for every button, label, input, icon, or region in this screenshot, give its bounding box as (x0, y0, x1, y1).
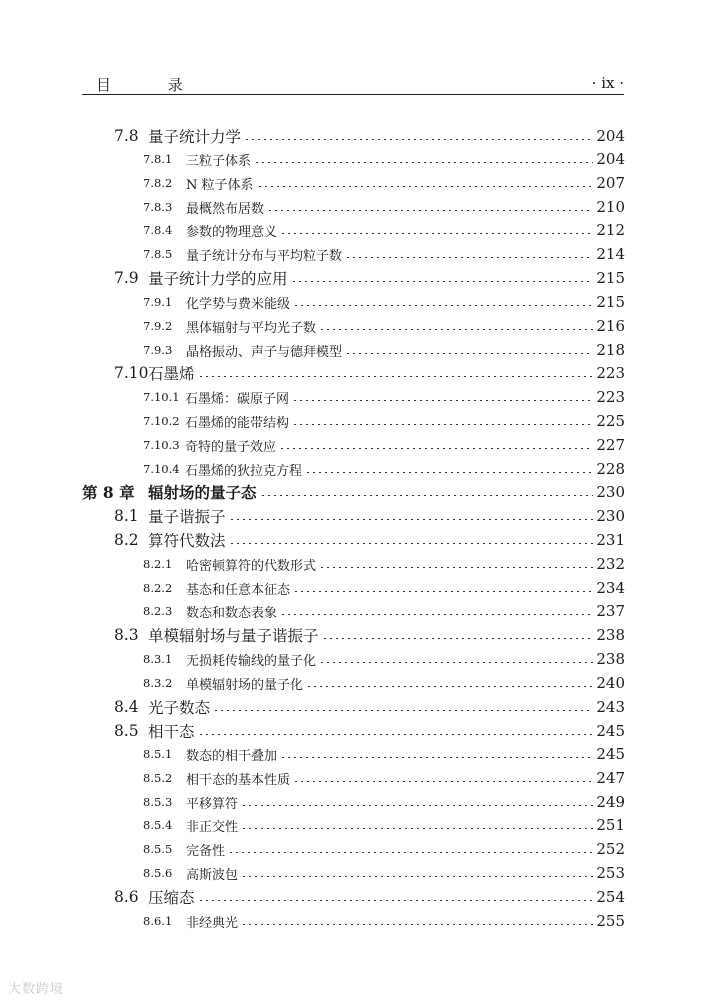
toc-entry-number: 7.10.1 (143, 390, 180, 404)
toc-entry-title: 三粒子体系 (186, 153, 252, 169)
toc-entry-title: 非经典光 (186, 915, 239, 931)
dot-leader (345, 353, 593, 354)
toc-entry (143, 766, 625, 790)
dot-leader (229, 519, 594, 520)
toc-entry-page: 238 (596, 650, 625, 668)
toc-entry (114, 504, 625, 528)
toc-entry-number: 7.9.1 (143, 295, 173, 309)
toc-entry (143, 647, 625, 671)
toc-entry-title: 石墨烯的狄拉克方程 (185, 463, 303, 479)
toc-entry-page: 245 (596, 745, 625, 763)
toc-entry-page: 251 (596, 816, 625, 834)
toc-entry-title: 黑体辐射与平均光子数 (186, 320, 317, 336)
toc-entry-title: 最概然布居数 (186, 201, 265, 217)
toc-entry-title: 石墨烯 (148, 365, 195, 383)
toc-entry-page: 230 (596, 483, 625, 501)
toc-entry-number: 第 8 章 (82, 483, 135, 502)
toc-entry-number: 7.8.4 (143, 223, 173, 237)
toc-entry-number: 7.10.2 (143, 414, 180, 428)
toc-entry-page: 214 (596, 245, 625, 263)
toc-entry-title: 高斯波包 (186, 867, 239, 883)
dot-leader (241, 876, 593, 877)
toc-entry (143, 242, 625, 266)
watermark: 大数跨境 (8, 982, 65, 997)
dot-leader (292, 400, 593, 401)
dot-leader (280, 614, 593, 615)
toc-entry-number: 7.8.2 (143, 176, 173, 190)
toc-entry (114, 124, 625, 148)
toc-entry-title: 石墨烯：碳原子网 (185, 391, 290, 407)
toc-entry-page: 204 (596, 127, 625, 145)
toc-entry (143, 552, 625, 576)
toc-entry-number: 7.9.3 (143, 343, 173, 357)
toc-entry-number: 8.3.2 (143, 676, 173, 690)
toc-entry-page: 254 (596, 888, 625, 906)
toc-entry-title: 无损耗传输线的量子化 (186, 653, 317, 669)
toc-entry-number: 8.2.3 (143, 604, 173, 618)
dot-leader (198, 900, 594, 901)
toc-entry (114, 361, 625, 385)
toc-entry-number: 8.6 (114, 888, 139, 906)
toc-entry (143, 433, 625, 457)
toc-entry-page: 212 (596, 221, 625, 239)
toc-entry-title: 相干态 (148, 723, 195, 741)
toc-entry-number: 7.8.3 (143, 200, 173, 214)
toc-entry-number: 7.8.5 (143, 247, 173, 261)
toc-entry (143, 290, 625, 314)
header-page-number: · ix · (591, 74, 624, 92)
toc-entry-number: 7.10.3 (143, 438, 180, 452)
toc-entry-page: 204 (596, 150, 625, 168)
toc-entry-title: 基态和任意本征态 (186, 582, 291, 598)
toc-entry (143, 147, 625, 171)
dot-leader (198, 734, 594, 735)
toc-entry-page: 207 (596, 174, 625, 192)
toc-entry (143, 837, 625, 861)
toc-entry-page: 253 (596, 864, 625, 882)
toc-entry (114, 695, 625, 719)
toc-entry-page: 218 (596, 341, 625, 359)
toc-entry-page: 252 (596, 840, 625, 858)
toc-entry (143, 861, 625, 885)
toc-entry-number: 8.5.6 (143, 866, 173, 880)
dot-leader (267, 210, 593, 211)
toc-entry-page: 237 (596, 602, 625, 620)
dot-leader (293, 781, 593, 782)
dot-leader (254, 162, 593, 163)
toc-entry-number: 7.10.4 (143, 462, 180, 476)
toc-entry-page: 223 (596, 388, 625, 406)
dot-leader (241, 828, 593, 829)
toc-entry-title: 算符代数法 (148, 532, 226, 550)
toc-entry-page: 243 (596, 698, 625, 716)
dot-leader (279, 448, 593, 449)
toc-entry-title: 晶格振动、声子与德拜模型 (186, 344, 343, 360)
toc-entry-page: 228 (596, 460, 625, 478)
dot-leader (213, 710, 593, 711)
toc-entry-title: 平移算符 (186, 796, 239, 812)
toc-entry (143, 576, 625, 600)
toc-entry-number: 8.5 (114, 722, 139, 740)
toc-entry-page: 232 (596, 555, 625, 573)
toc-entry-number: 7.10 (114, 364, 149, 382)
toc-entry (114, 719, 625, 743)
dot-leader (292, 424, 593, 425)
toc-entry (143, 671, 625, 695)
toc-entry-number: 8.6.1 (143, 914, 173, 928)
toc-entry-title: 数态和数态表象 (186, 605, 278, 621)
toc-entry (143, 409, 625, 433)
toc-entry-title: 非正交性 (186, 819, 239, 835)
toc-entry-number: 8.2.2 (143, 581, 173, 595)
toc-entry-number: 8.2 (114, 531, 139, 549)
toc-entry-page: 210 (596, 198, 625, 216)
toc-entry-title: 数态的相干叠加 (186, 748, 278, 764)
toc-entry-title: N 粒子体系 (186, 177, 254, 193)
toc-entry (143, 742, 625, 766)
toc-entry (143, 385, 625, 409)
toc-entry (143, 195, 625, 219)
dot-leader (241, 924, 593, 925)
toc-entry-number: 8.3 (114, 626, 139, 644)
toc-entry-number: 8.3.1 (143, 652, 173, 666)
dot-leader (280, 233, 593, 234)
dot-leader (293, 305, 593, 306)
toc-entry-page: 215 (596, 293, 625, 311)
toc-entry (114, 885, 625, 909)
dot-leader (241, 805, 593, 806)
toc-entry-number: 8.5.5 (143, 842, 173, 856)
toc-entry (143, 457, 625, 481)
toc-entry-number: 7.8.1 (143, 152, 173, 166)
toc-entry-page: 247 (596, 769, 625, 787)
toc-entry-number: 8.5.2 (143, 771, 173, 785)
toc-entry-page: 227 (596, 436, 625, 454)
toc-entry (114, 528, 625, 552)
toc-entry-number: 7.9 (114, 269, 139, 287)
toc-entry-number: 8.5.3 (143, 795, 173, 809)
toc-entry-title: 石墨烯的能带结构 (185, 415, 290, 431)
toc-entry (114, 266, 625, 290)
dot-leader (322, 638, 594, 639)
toc-entry-title: 奇特的量子效应 (185, 439, 277, 455)
toc-entry-title: 量子统计分布与平均粒子数 (186, 248, 343, 264)
toc-entry-page: 249 (596, 793, 625, 811)
toc-entry-page: 240 (596, 674, 625, 692)
toc-entry-number: 8.4 (114, 698, 139, 716)
dot-leader (229, 543, 594, 544)
toc-entry-title: 哈密顿算符的代数形式 (186, 558, 317, 574)
toc-entry (143, 338, 625, 362)
toc-entry-number: 8.5.1 (143, 747, 173, 761)
toc-entry-title: 量子谐振子 (148, 508, 226, 526)
toc-entry (143, 813, 625, 837)
dot-leader (305, 472, 593, 473)
header-title: 目 录 (96, 76, 209, 94)
toc-entry-title: 单模辐射场与量子谐振子 (148, 627, 319, 645)
toc-entry (82, 480, 625, 504)
dot-leader (345, 257, 593, 258)
toc-entry-page: 238 (596, 626, 625, 644)
toc-entry-page: 245 (596, 722, 625, 740)
toc-entry (114, 623, 625, 647)
toc-entry-title: 光子数态 (148, 699, 211, 717)
toc-entry-page: 234 (596, 579, 625, 597)
dot-leader (293, 591, 593, 592)
dot-leader (319, 662, 593, 663)
toc-entry-title: 辐射场的量子态 (148, 483, 257, 502)
dot-leader (228, 852, 593, 853)
dot-leader (291, 281, 594, 282)
toc-entry (143, 790, 625, 814)
toc-entry-number: 8.2.1 (143, 557, 173, 571)
toc-entry-title: 量子统计力学的应用 (148, 270, 288, 288)
toc-entry-title: 量子统计力学 (148, 128, 242, 146)
toc-entry (143, 599, 625, 623)
toc-entry-page: 230 (596, 507, 625, 525)
toc-entry (143, 171, 625, 195)
dot-leader (319, 329, 593, 330)
toc-entry (143, 218, 625, 242)
toc-entry-page: 225 (596, 412, 625, 430)
toc-entry-title: 化学势与费米能级 (186, 296, 291, 312)
dot-leader (257, 186, 594, 187)
toc-entry-page: 255 (596, 912, 625, 930)
toc-entry-title: 参数的物理意义 (186, 224, 278, 240)
toc-entry-page: 215 (596, 269, 625, 287)
dot-leader (306, 686, 593, 687)
toc-entry-title: 完备性 (186, 843, 226, 859)
toc-entry-page: 223 (596, 364, 625, 382)
toc-entry (143, 314, 625, 338)
dot-leader (280, 757, 593, 758)
dot-leader (260, 495, 594, 496)
toc-entry-number: 7.9.2 (143, 319, 173, 333)
toc-entry-page: 216 (596, 317, 625, 335)
toc-entry-title: 压缩态 (148, 889, 195, 907)
toc-entry-number: 8.5.4 (143, 818, 173, 832)
toc-entry (143, 909, 625, 933)
dot-leader (198, 376, 594, 377)
toc-entry-title: 相干态的基本性质 (186, 772, 291, 788)
toc-entry-page: 231 (596, 531, 625, 549)
dot-leader (319, 567, 593, 568)
dot-leader (244, 139, 593, 140)
toc-entry-number: 7.8 (114, 127, 139, 145)
toc-entry-title: 单模辐射场的量子化 (186, 677, 304, 693)
toc-entry-number: 8.1 (114, 507, 139, 525)
